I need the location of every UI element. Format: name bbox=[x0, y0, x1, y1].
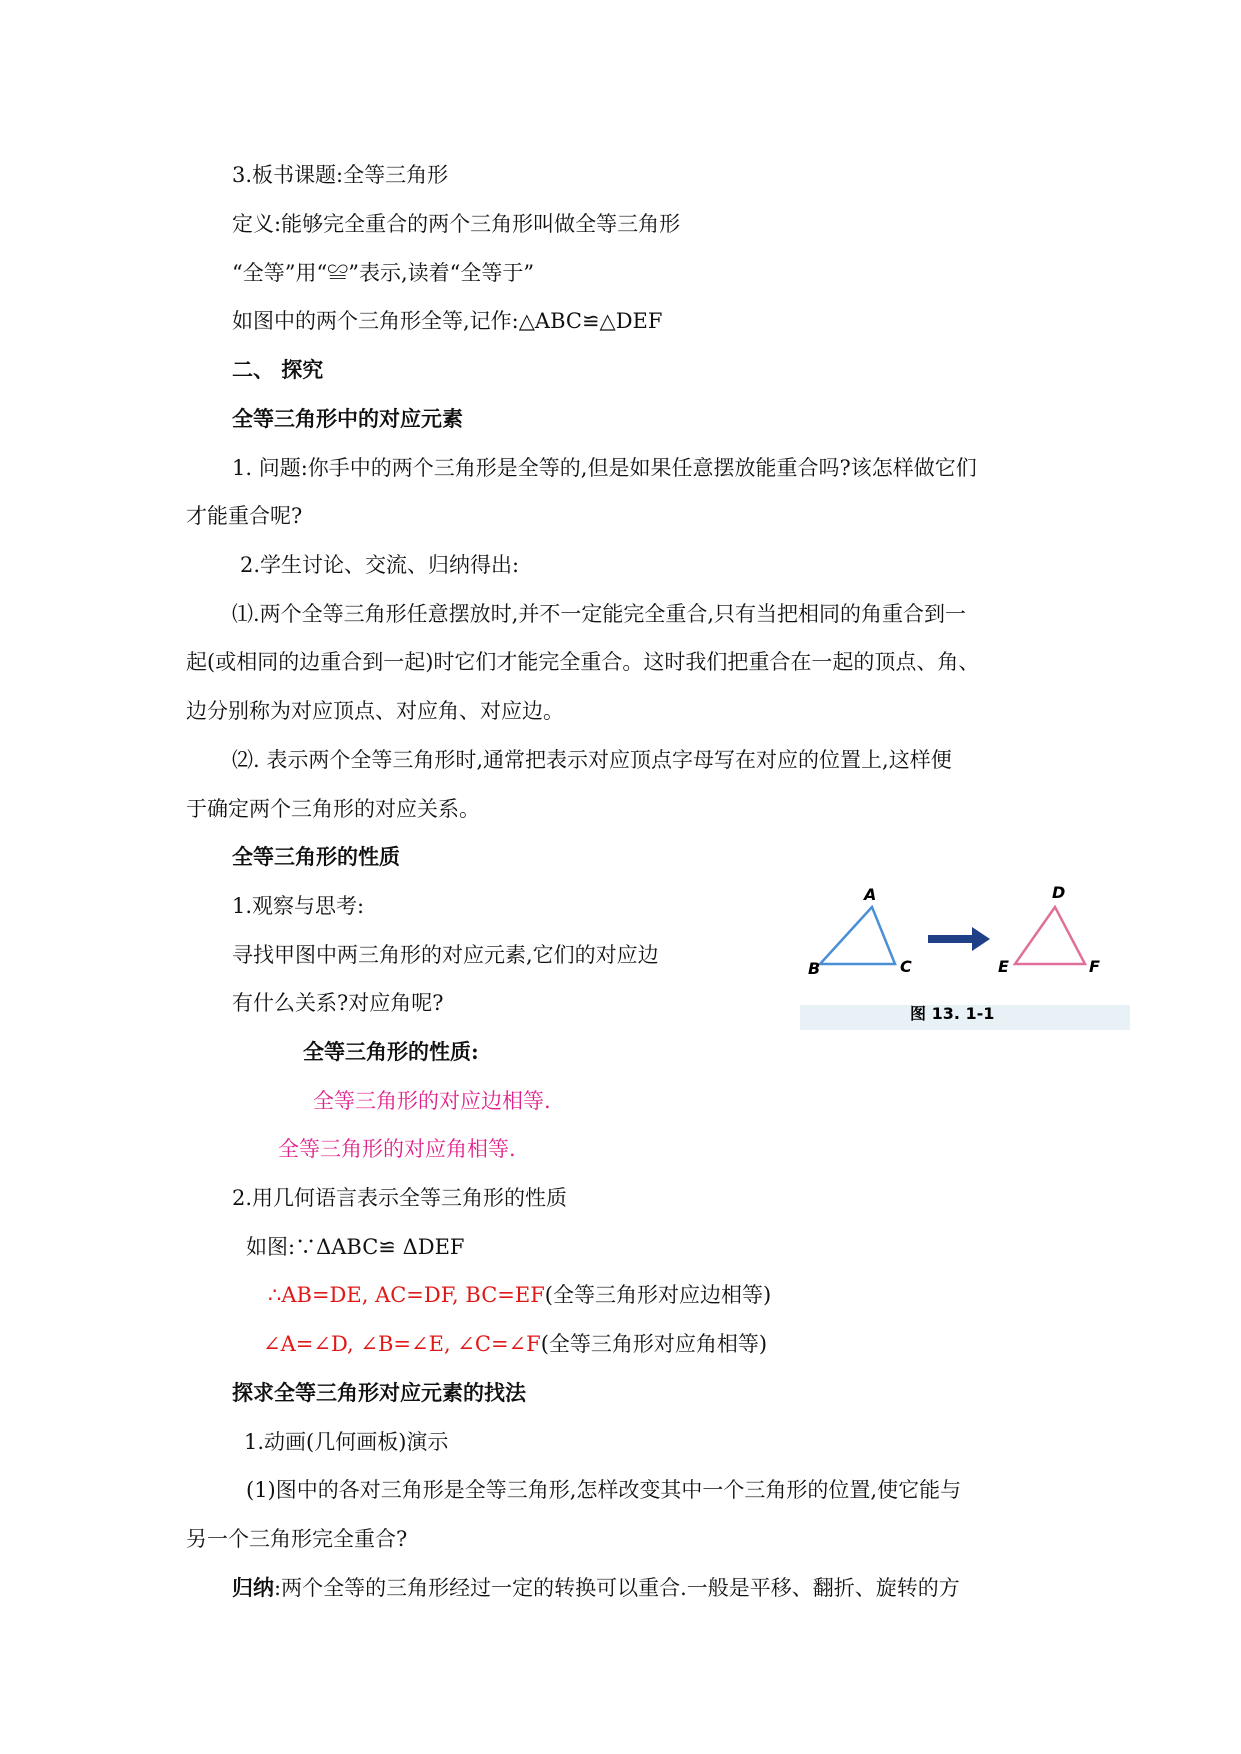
triangle-def bbox=[1015, 907, 1085, 964]
line-angles-conclusion bbox=[263, 1330, 767, 1358]
label-b: B bbox=[808, 959, 821, 978]
figure-caption: 图 13. 1-1 bbox=[910, 1004, 995, 1023]
line-notation: 如图中的两个三角形全等,记作:△ABC≌△DEF bbox=[232, 309, 663, 333]
triangle-abc bbox=[820, 907, 895, 964]
congruent-triangles-diagram bbox=[800, 870, 1130, 1030]
label-a: A bbox=[864, 885, 877, 904]
label-f: F bbox=[1089, 957, 1100, 976]
line-animation: 1.动画(几何画板)演示 bbox=[244, 1430, 449, 1454]
angles-reason: (全等三角形对应角相等) bbox=[540, 1332, 768, 1356]
sides-reason: (全等三角形对应边相等) bbox=[544, 1283, 772, 1307]
label-c: C bbox=[900, 957, 912, 976]
line-lesson-title: 3.板书课题:全等三角形 bbox=[232, 163, 449, 187]
property-sides: 全等三角形的对应边相等. bbox=[313, 1089, 551, 1113]
line-point-1-cont: 起(或相同的边重合到一起)时它们才能完全重合。这时我们把重合在一起的顶点、角、 bbox=[186, 650, 980, 674]
line-animation-question: (1)图中的各对三角形是全等三角形,怎样改变其中一个三角形的位置,使它能与 bbox=[246, 1478, 962, 1502]
line-summary bbox=[232, 1574, 960, 1602]
figure-13-1-1 bbox=[800, 870, 1130, 1030]
summary-label: 归纳 bbox=[232, 1575, 274, 1600]
line-point-1-end: 边分别称为对应顶点、对应角、对应边。 bbox=[186, 699, 564, 723]
sides-equations: ∴AB=DE, AC=DF, BC=EF bbox=[268, 1283, 545, 1307]
label-d: D bbox=[1052, 883, 1066, 902]
line-sides-conclusion bbox=[268, 1281, 771, 1309]
line-animation-question-cont: 另一个三角形完全重合? bbox=[186, 1527, 408, 1551]
angles-equations: ∠A=∠D, ∠B=∠E, ∠C=∠F bbox=[263, 1332, 541, 1356]
subheading-properties: 全等三角形的性质 bbox=[232, 844, 400, 869]
line-definition: 定义:能够完全重合的两个三角形叫做全等三角形 bbox=[232, 212, 681, 236]
arrow-right-icon bbox=[928, 927, 990, 951]
line-geometric-language: 2.用几何语言表示全等三角形的性质 bbox=[232, 1186, 568, 1210]
subheading-corresponding-elements: 全等三角形中的对应元素 bbox=[232, 406, 463, 431]
line-point-1: ⑴.两个全等三角形任意摆放时,并不一定能完全重合,只有当把相同的角重合到一 bbox=[232, 602, 967, 626]
summary-text: :两个全等的三角形经过一定的转换可以重合.一般是平移、翻折、旋转的方 bbox=[274, 1576, 960, 1600]
property-angles: 全等三角形的对应角相等. bbox=[278, 1137, 516, 1161]
label-e: E bbox=[998, 957, 1009, 976]
subheading-properties-list: 全等三角形的性质: bbox=[303, 1039, 479, 1064]
line-find: 寻找甲图中两三角形的对应元素,它们的对应边 bbox=[232, 943, 659, 967]
subheading-finding-elements: 探求全等三角形对应元素的找法 bbox=[232, 1380, 526, 1405]
section-heading-explore: 二、 探究 bbox=[232, 357, 324, 382]
line-question: 1. 问题:你手中的两个三角形是全等的,但是如果任意摆放能重合吗?该怎样做它们 bbox=[232, 456, 977, 480]
line-point-2-cont: 于确定两个三角形的对应关系。 bbox=[186, 797, 480, 821]
line-observe: 1.观察与思考: bbox=[232, 894, 365, 918]
line-given: 如图:∵ΔABC≌ ΔDEF bbox=[246, 1235, 465, 1259]
line-question-cont: 才能重合呢? bbox=[186, 504, 303, 528]
line-point-2: ⑵. 表示两个全等三角形时,通常把表示对应顶点字母写在对应的位置上,这样便 bbox=[232, 748, 952, 772]
line-symbol: “全等”用“≌”表示,读着“全等于” bbox=[232, 261, 535, 285]
line-find-cont: 有什么关系?对应角呢? bbox=[232, 991, 444, 1015]
line-discussion: 2.学生讨论、交流、归纳得出: bbox=[240, 553, 520, 577]
